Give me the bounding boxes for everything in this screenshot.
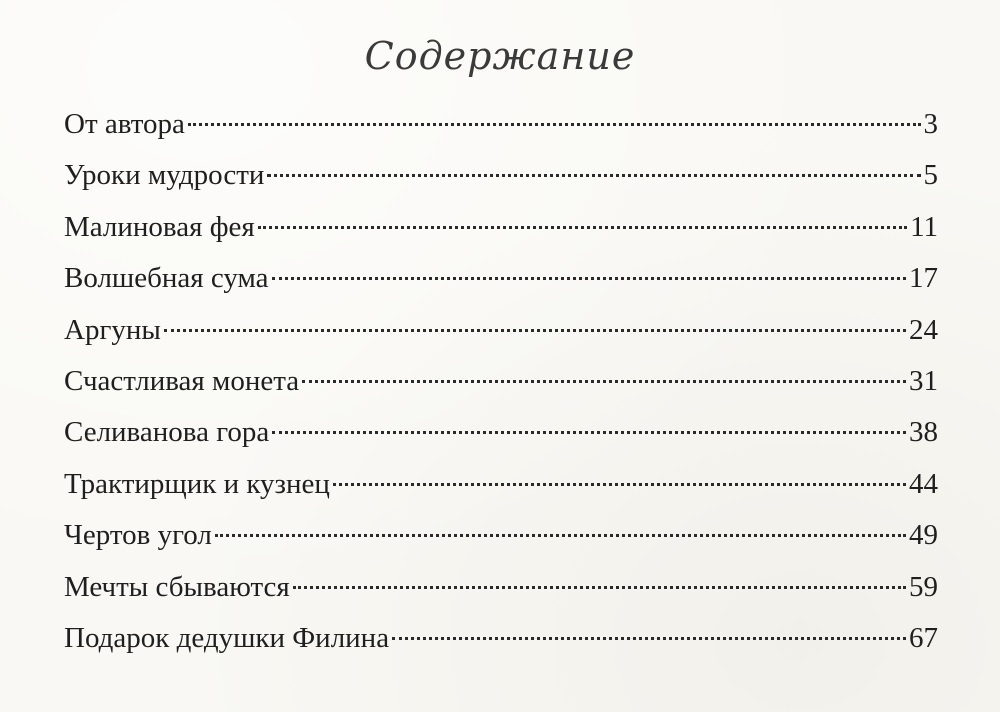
dot-leader bbox=[215, 534, 906, 537]
toc-entry bbox=[64, 409, 938, 460]
table-of-contents bbox=[64, 101, 938, 666]
toc-entry-title: Мечты сбываются bbox=[64, 570, 290, 603]
dot-leader bbox=[392, 637, 906, 640]
toc-entry-title: От автора bbox=[64, 108, 185, 140]
toc-entry-title: Подарок дедушки Филина bbox=[64, 621, 390, 654]
toc-entry-title: Счастливая монета bbox=[64, 364, 300, 397]
toc-entry-title: Селиванова гора bbox=[64, 416, 270, 449]
toc-entry bbox=[64, 564, 938, 615]
dot-leader bbox=[272, 431, 906, 434]
toc-entry-title: Чертов угол bbox=[64, 519, 212, 552]
toc-entry-title: Волшебная сума bbox=[64, 262, 269, 295]
toc-entry-page: 49 bbox=[909, 519, 938, 552]
toc-entry-page: 59 bbox=[909, 570, 938, 603]
toc-entry-page: 31 bbox=[909, 364, 938, 397]
toc-entry-title: Уроки мудрости bbox=[64, 159, 265, 192]
dot-leader bbox=[164, 329, 906, 332]
toc-entry-page: 17 bbox=[909, 262, 938, 295]
toc-entry bbox=[64, 204, 938, 255]
toc-entry-page: 38 bbox=[909, 416, 938, 449]
toc-entry-page: 44 bbox=[909, 467, 938, 500]
toc-entry-title: Малиновая фея bbox=[64, 210, 255, 243]
dot-leader bbox=[258, 226, 907, 229]
dot-leader bbox=[293, 586, 906, 589]
toc-entry bbox=[64, 615, 938, 666]
dot-leader bbox=[272, 277, 906, 280]
toc-entry bbox=[64, 307, 938, 358]
toc-entry bbox=[64, 255, 938, 306]
toc-entry bbox=[64, 461, 938, 512]
toc-entry-page: 3 bbox=[923, 108, 938, 140]
toc-entry bbox=[64, 101, 938, 152]
toc-entry-title: Аргуны bbox=[64, 313, 161, 346]
dot-leader bbox=[267, 174, 920, 177]
toc-entry bbox=[64, 152, 938, 203]
dot-leader bbox=[188, 123, 921, 126]
toc-entry-title: Трактирщик и кузнец bbox=[64, 467, 330, 500]
dot-leader bbox=[333, 483, 906, 486]
dot-leader bbox=[302, 380, 906, 383]
toc-entry-page: 11 bbox=[910, 210, 938, 243]
toc-entry-page: 5 bbox=[923, 159, 938, 192]
page-title: Содержание bbox=[364, 34, 636, 78]
toc-entry bbox=[64, 512, 938, 563]
toc-entry bbox=[64, 358, 938, 409]
toc-entry-page: 24 bbox=[909, 313, 938, 346]
toc-entry-page: 67 bbox=[909, 621, 938, 654]
